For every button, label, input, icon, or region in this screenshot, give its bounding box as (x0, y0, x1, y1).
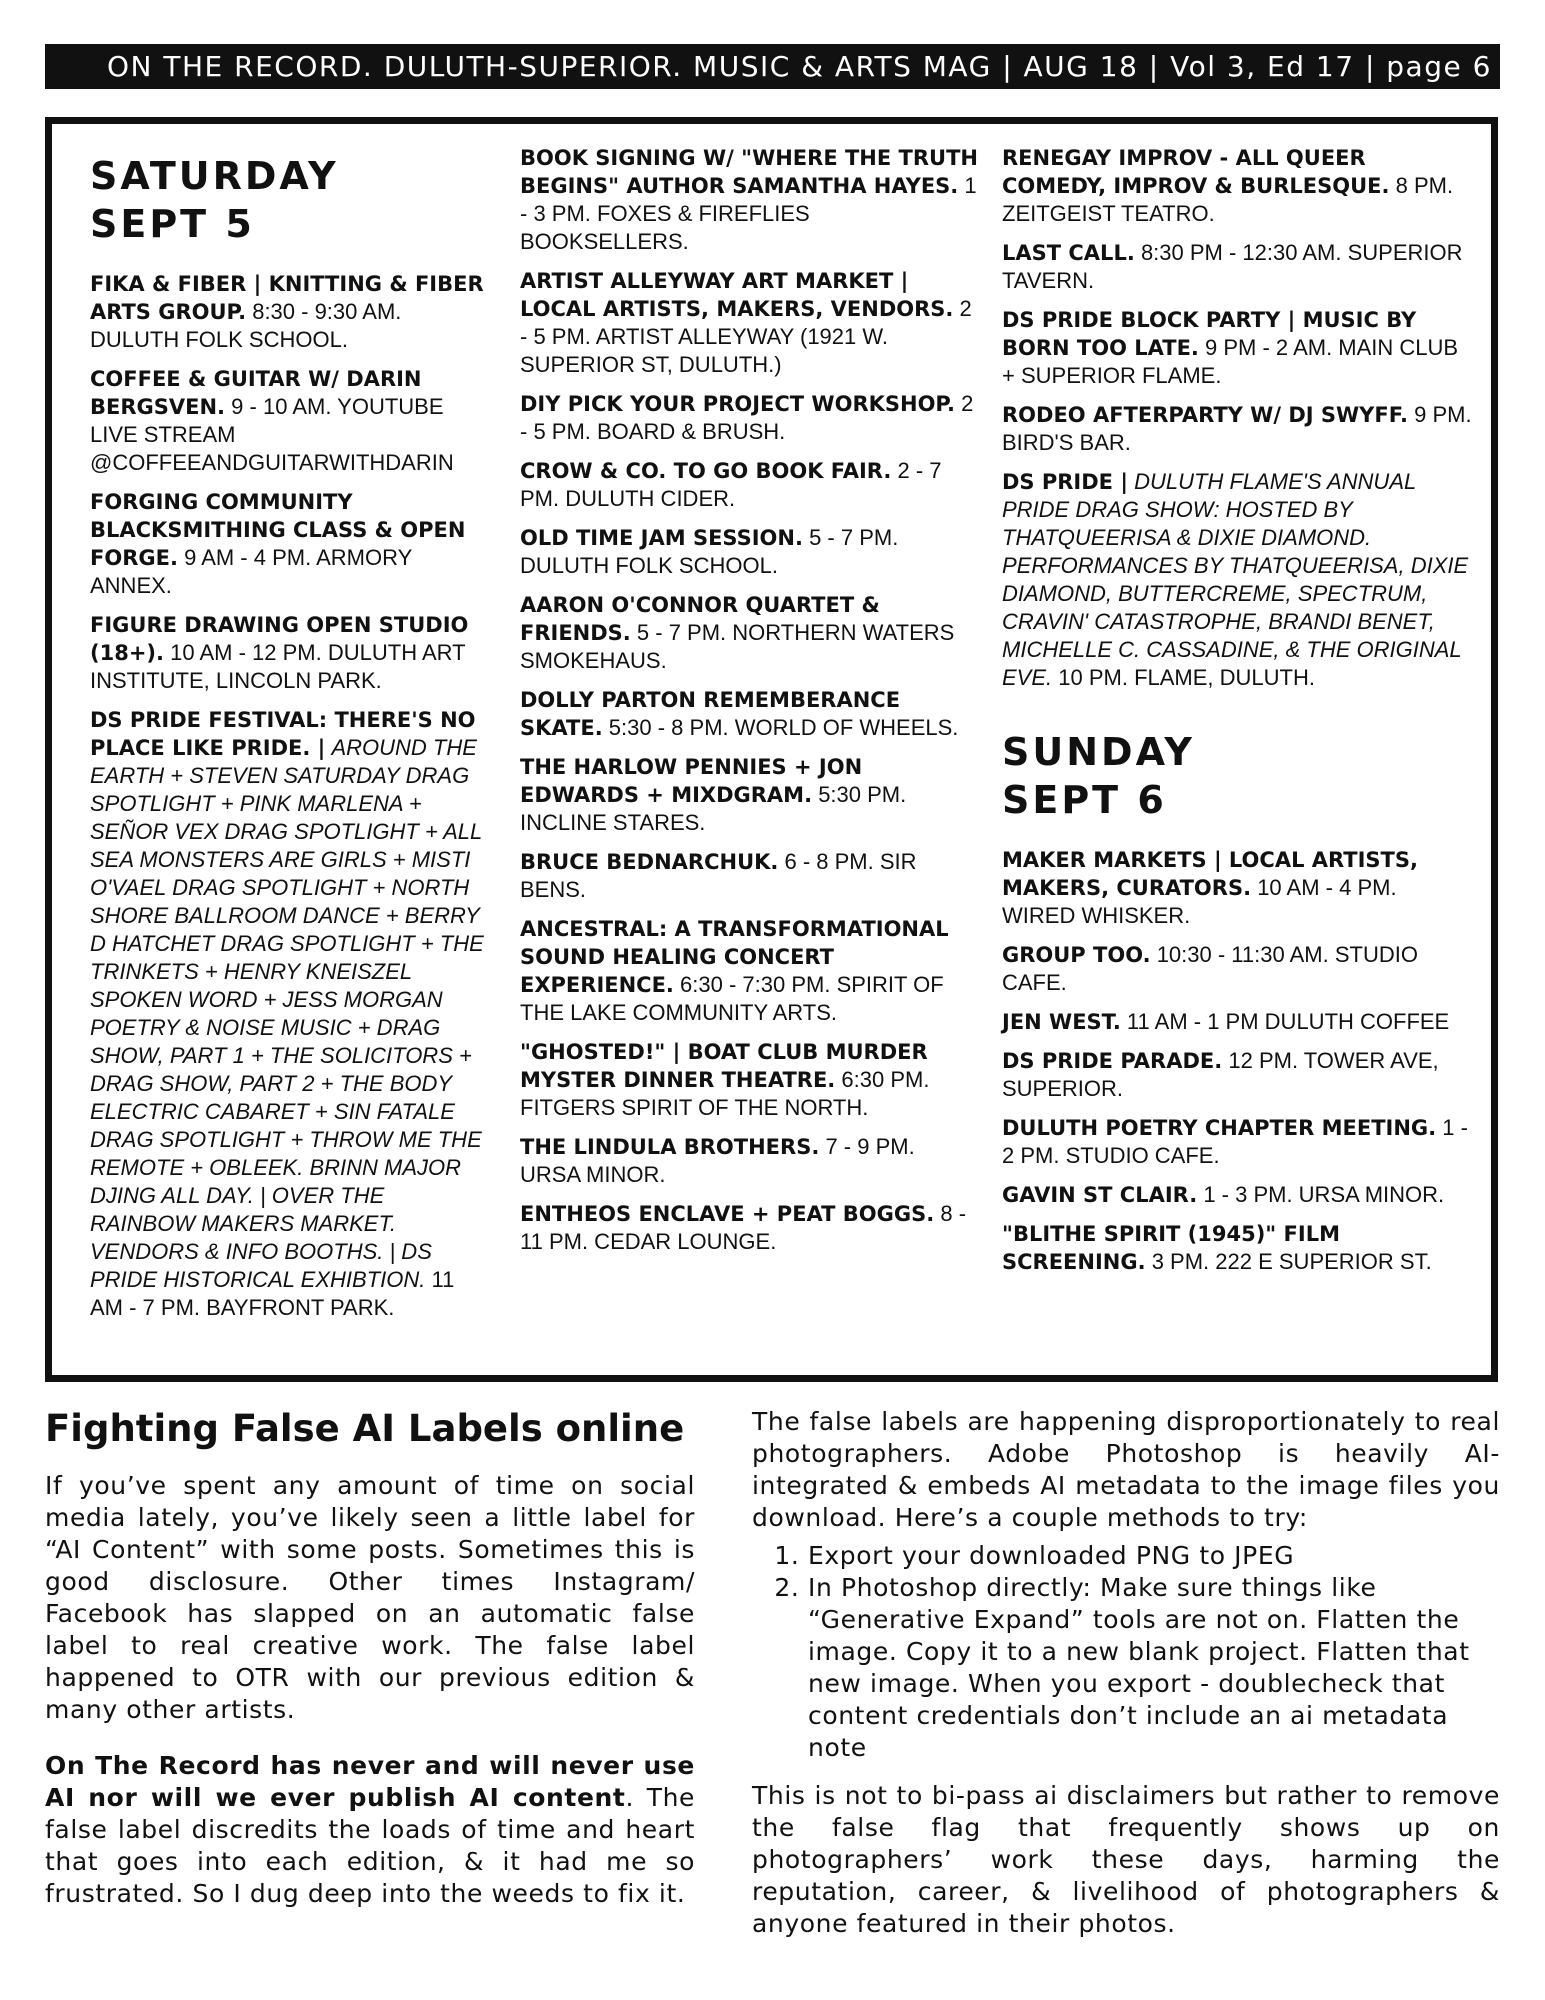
event-entry (1002, 401, 1472, 457)
event-listings-box (45, 117, 1498, 1382)
event-details: 11 AM - 7 PM. BAYFRONT PARK. (90, 1267, 455, 1320)
event-title: ARTIST ALLEYWAY ART MARKET | LOCAL ARTISTS, MAKERS, VENDORS. (520, 269, 954, 321)
event-details: 8 PM. ZEITGEIST TEATRO. (1002, 173, 1454, 226)
day-date: SEPT 6 (1002, 778, 1167, 822)
event-entry (520, 686, 980, 742)
event-details: 10:30 - 11:30 AM. STUDIO CAFE. (1002, 942, 1418, 995)
event-title: DS PRIDE PARADE. (1002, 1049, 1223, 1073)
day-heading-sunday (1002, 728, 1472, 824)
event-title: ENTHEOS ENCLAVE + PEAT BOGGS. (520, 1202, 935, 1226)
event-details: 12 PM. TOWER AVE, SUPERIOR. (1002, 1048, 1439, 1101)
event-details: 6 - 8 PM. SIR BENS. (520, 849, 917, 902)
event-details: 10 PM. FLAME, DULUTH. (1058, 665, 1315, 690)
event-title: FIGURE DRAWING OPEN STUDIO (18+). (90, 613, 469, 665)
event-list (1002, 846, 1472, 1276)
event-details: 7 - 9 PM. URSA MINOR. (520, 1134, 915, 1187)
event-entry (1002, 468, 1472, 692)
event-details: 5:30 - 8 PM. WORLD OF WHEELS. (608, 715, 959, 740)
event-title: MAKER MARKETS | LOCAL ARTISTS, MAKERS, CURATORS. (1002, 848, 1418, 900)
event-entry (520, 457, 980, 513)
event-title: AARON O'CONNOR QUARTET & FRIENDS. (520, 593, 880, 645)
event-details: 6:30 - 7:30 PM. SPIRIT OF THE LAKE COMMUNITY ARTS. (520, 972, 944, 1025)
event-details: 6:30 PM. FITGERS SPIRIT OF THE NORTH. (520, 1067, 930, 1120)
method-step: 1. Export your downloaded PNG to JPEG (808, 1540, 1500, 1572)
event-entry (90, 365, 490, 477)
event-entry (1002, 1008, 1472, 1036)
event-entry (1002, 1181, 1472, 1209)
event-details: 9 AM - 4 PM. ARMORY ANNEX. (90, 545, 412, 598)
listings-column-1 (90, 152, 490, 1333)
event-entry (520, 524, 980, 580)
event-entry (1002, 239, 1472, 295)
article-paragraph: If you’ve spent any amount of time on social media lately, you’ve likely seen a little label for “AI Content” with some posts. Sometimes this is good disclosure. Other times Instagram/ Facebook has slapped on an automatic false label to real creative work. The false label happened to OTR with our previous edition & many other artists. (45, 1471, 695, 1724)
event-entry (520, 848, 980, 904)
event-entry (90, 488, 490, 600)
event-title: DULUTH POETRY CHAPTER MEETING. (1002, 1116, 1437, 1140)
event-details: 11 AM - 1 PM DULUTH COFFEE (1126, 1009, 1450, 1034)
article-paragraph (45, 1750, 695, 1910)
event-details: 2 - 5 PM. ARTIST ALLEYWAY (1921 W. SUPERIOR ST, DULUTH.) (520, 296, 972, 377)
event-title: THE HARLOW PENNIES + JON EDWARDS + MIXDGRAM. (520, 755, 863, 807)
event-list (1002, 144, 1472, 692)
article-paragraph: This is not to bi-pass ai disclaimers but rather to remove the false flag that frequently shows up on photographers’ work these days, harming the reputation, career, & livelihood of photographers & anyone featured in their photos. (752, 1781, 1500, 1938)
day-date: SEPT 5 (90, 202, 255, 246)
day-name: SATURDAY (90, 154, 339, 198)
event-details: 8:30 PM - 12:30 AM. SUPERIOR TAVERN. (1002, 240, 1463, 293)
event-lineup: DULUTH FLAME'S ANNUAL PRIDE DRAG SHOW: HOSTED BY THATQUEERISA & DIXIE DIAMOND. PERFORMANCES BY THATQUEERISA, DIXIE DIAMOND, BUTTERCREME, SPECTRUM, CRAVIN' CATASTROPHE, BRANDI BENET, MICHELLE C. CASSADINE, & THE ORIGINAL EVE. (1002, 469, 1469, 690)
event-title: DS PRIDE FESTIVAL: THERE'S NO PLACE LIKE PRIDE. | (90, 708, 476, 760)
day-name: SUNDAY (1002, 730, 1195, 774)
event-title: DIY PICK YOUR PROJECT WORKSHOP. (520, 392, 955, 416)
event-details: 3 PM. 222 E SUPERIOR ST. (1151, 1249, 1432, 1274)
event-entry (520, 1038, 980, 1122)
event-entry (520, 1200, 980, 1256)
event-title: RODEO AFTERPARTY W/ DJ SWYFF. (1002, 403, 1408, 427)
event-title: "BLITHE SPIRIT (1945)" FILM SCREENING. (1002, 1222, 1340, 1274)
day-heading-saturday (90, 152, 490, 248)
article-text: . The false label discredits the loads of time and heart that goes into each edition, & it had me so frustrated. So I dug deep into the weeds to fix it. (45, 1783, 696, 1908)
event-entry (1002, 1220, 1472, 1276)
event-entry (1002, 941, 1472, 997)
masthead-banner: ON THE RECORD. DULUTH-SUPERIOR. MUSIC & ARTS MAG | AUG 18 | Vol 3, Ed 17 | page 6 (45, 44, 1500, 89)
event-entry (520, 144, 980, 256)
event-title: DS PRIDE BLOCK PARTY | MUSIC BY BORN TOO LATE. (1002, 308, 1417, 360)
event-title: FORGING COMMUNITY BLACKSMITHING CLASS & OPEN FORGE. (90, 490, 466, 570)
event-details: 9 - 10 AM. YOUTUBE LIVE STREAM @COFFEEANDGUITARWITHDARIN (90, 394, 454, 475)
event-title: OLD TIME JAM SESSION. (520, 526, 803, 550)
event-entry (90, 706, 490, 1322)
event-entry (1002, 1047, 1472, 1103)
event-list (90, 270, 490, 1322)
event-entry (1002, 846, 1472, 930)
event-entry (90, 270, 490, 354)
event-title: GROUP TOO. (1002, 943, 1151, 967)
event-title: DOLLY PARTON REMEMBERANCE SKATE. (520, 688, 901, 740)
article-paragraph: The false labels are happening disproportionately to real photographers. Adobe Photoshop is heavily AI-integrated & embeds AI metadata to the image files you download. Here’s a couple methods to try: (752, 1407, 1500, 1532)
method-step: 2. In Photoshop directly: Make sure things like “Generative Expand” tools are not on. Flatten the image. Copy it to a new blank project. Flatten that new image. When you export - doublecheck that content credentials don’t include an ai metadata note (808, 1572, 1500, 1764)
event-entry (520, 390, 980, 446)
event-details: 2 - 5 PM. BOARD & BRUSH. (520, 391, 974, 444)
article-column-left (45, 1470, 695, 1934)
event-list (520, 144, 980, 1256)
listings-column-3 (1002, 144, 1472, 1287)
event-details: 10 AM - 12 PM. DULUTH ART INSTITUTE, LINCOLN PARK. (90, 640, 466, 693)
event-title: BOOK SIGNING W/ "WHERE THE TRUTH BEGINS" AUTHOR SAMANTHA HAYES. (520, 146, 978, 198)
event-title: COFFEE & GUITAR W/ DARIN BERGSVEN. (90, 367, 422, 419)
event-details: 10 AM - 4 PM. WIRED WHISKER. (1002, 875, 1397, 928)
event-entry (520, 1133, 980, 1189)
event-details: 8:30 - 9:30 AM. DULUTH FOLK SCHOOL. (90, 299, 402, 352)
event-entry (1002, 144, 1472, 228)
event-details: 1 - 2 PM. STUDIO CAFE. (1002, 1115, 1468, 1168)
event-entry (1002, 306, 1472, 390)
event-title: FIKA & FIBER | KNITTING & FIBER ARTS GROUP. (90, 272, 484, 324)
event-title: DS PRIDE | (1002, 470, 1128, 494)
event-details: 5 - 7 PM. DULUTH FOLK SCHOOL. (520, 525, 899, 578)
event-title: THE LINDULA BROTHERS. (520, 1135, 820, 1159)
event-details: 9 PM. BIRD'S BAR. (1002, 402, 1472, 455)
event-details: 8 - 11 PM. CEDAR LOUNGE. (520, 1201, 967, 1254)
event-entry (520, 591, 980, 675)
event-details: 2 - 7 PM. DULUTH CIDER. (520, 458, 942, 511)
event-details: 5 - 7 PM. NORTHERN WATERS SMOKEHAUS. (520, 620, 955, 673)
event-title: RENEGAY IMPROV - ALL QUEER COMEDY, IMPROV & BURLESQUE. (1002, 146, 1390, 198)
event-title: LAST CALL. (1002, 241, 1135, 265)
event-title: JEN WEST. (1002, 1010, 1121, 1034)
event-entry (520, 753, 980, 837)
listings-column-2 (520, 144, 980, 1267)
event-details: 1 - 3 PM. FOXES & FIREFLIES BOOKSELLERS. (520, 173, 977, 254)
method-steps-list (752, 1540, 1500, 1764)
article-column-right (752, 1406, 1500, 1964)
event-entry (520, 915, 980, 1027)
event-details: 9 PM - 2 AM. MAIN CLUB + SUPERIOR FLAME. (1002, 335, 1459, 388)
event-details: 5:30 PM. INCLINE STARES. (520, 782, 907, 835)
event-entry (520, 267, 980, 379)
article-headline: Fighting False AI Labels online (45, 1407, 685, 1450)
event-entry (90, 611, 490, 695)
event-title: ANCESTRAL: A TRANSFORMATIONAL SOUND HEALING CONCERT EXPERIENCE. (520, 917, 949, 997)
event-title: "GHOSTED!" | BOAT CLUB MURDER MYSTER DINNER THEATRE. (520, 1040, 928, 1092)
event-title: BRUCE BEDNARCHUK. (520, 850, 779, 874)
event-lineup: AROUND THE EARTH + STEVEN SATURDAY DRAG SPOTLIGHT + PINK MARLENA + SEÑOR VEX DRAG SPOTLIGHT + ALL SEA MONSTERS ARE GIRLS + MISTI O'VAEL DRAG SPOTLIGHT + NORTH SHORE BALLROOM DANCE + BERRY D HATCHET DRAG SPOTLIGHT + THE TRINKETS + HENRY KNEISZEL SPOKEN WORD + JESS MORGAN POETRY & NOISE MUSIC + DRAG SHOW, PART 1 + THE SOLICITORS + DRAG SHOW, PART 2 + THE BODY ELECTRIC CABARET + SIN FATALE DRAG SPOTLIGHT + THROW ME THE REMOTE + OBLEEK. BRINN MAJOR DJING ALL DAY. | OVER THE RAINBOW MAKERS MARKET. VENDORS & INFO BOOTHS. | DS PRIDE HISTORICAL EXHIBTION. (90, 735, 484, 1292)
article-emphasis: On The Record has never and will never use AI nor will we ever publish AI content (45, 1751, 695, 1812)
event-details: 1 - 3 PM. URSA MINOR. (1203, 1182, 1445, 1207)
event-title: GAVIN ST CLAIR. (1002, 1183, 1198, 1207)
event-title: CROW & CO. TO GO BOOK FAIR. (520, 459, 892, 483)
event-entry (1002, 1114, 1472, 1170)
